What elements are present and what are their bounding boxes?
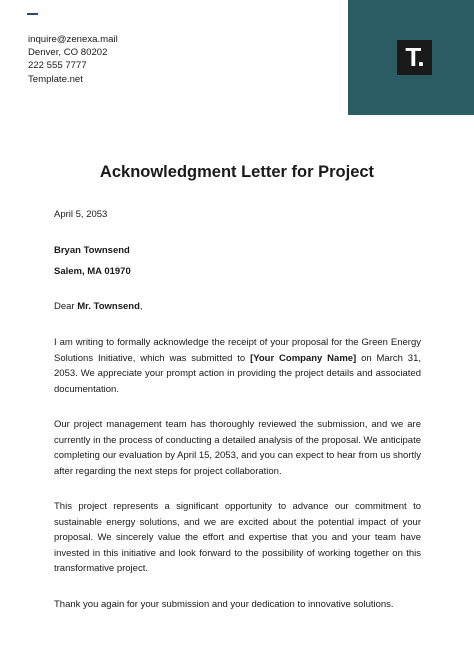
- accent-bar: [27, 13, 38, 15]
- salutation: [54, 299, 421, 315]
- paragraph-1: [54, 335, 421, 397]
- recipient-name: Bryan Townsend: [54, 245, 130, 256]
- salutation-suffix: ,: [139, 301, 143, 312]
- paragraph-1-part-2: on March 31, 2053. We appreciate your prompt action in providing the project details and associated documentation.: [54, 352, 421, 395]
- paragraph-2: Our project management team has thoroughly reviewed the submission, and we are currently in the process of conducting a detailed analysis of the proposal. We anticipate completing our evaluation by April 15, 2053, and you can expect to hear from us shortly after regarding the next steps for project collaboration.: [54, 419, 421, 477]
- contact-block: [28, 33, 118, 86]
- paragraph-3: This project represents a significant opportunity to advance our commitment to sustainable energy solutions, and we are excited about the potential impact of your proposal. We sincerely value the effort and expertise that you and your team have invested in this initiative and look forward to the possibility of working together on this transformative project.: [54, 501, 421, 575]
- paragraph-4: Thank you again for your submission and your dedication to innovative solutions.: [54, 599, 394, 610]
- contact-website: Template.net: [28, 73, 83, 85]
- letter-title: Acknowledgment Letter for Project: [99, 163, 375, 181]
- contact-phone: 222 555 7777: [28, 60, 87, 72]
- letter-date: April 5, 2053: [54, 209, 108, 220]
- salutation-prefix: Dear: [54, 301, 78, 312]
- logo-panel: [348, 0, 474, 115]
- salutation-name: Mr. Townsend: [77, 301, 140, 312]
- paragraph-1-part-1: I am writing to formally acknowledge the receipt of your proposal for the Green Energy Solutions Initiative, which was submitted to: [54, 337, 421, 364]
- contact-email: inquire@zenexa.mail: [28, 34, 118, 45]
- company-placeholder: [Your Company Name]: [250, 352, 357, 364]
- logo-icon: T.: [397, 40, 432, 75]
- recipient-address: Salem, MA 01970: [54, 266, 131, 277]
- contact-city: Denver, CO 80202: [28, 47, 108, 59]
